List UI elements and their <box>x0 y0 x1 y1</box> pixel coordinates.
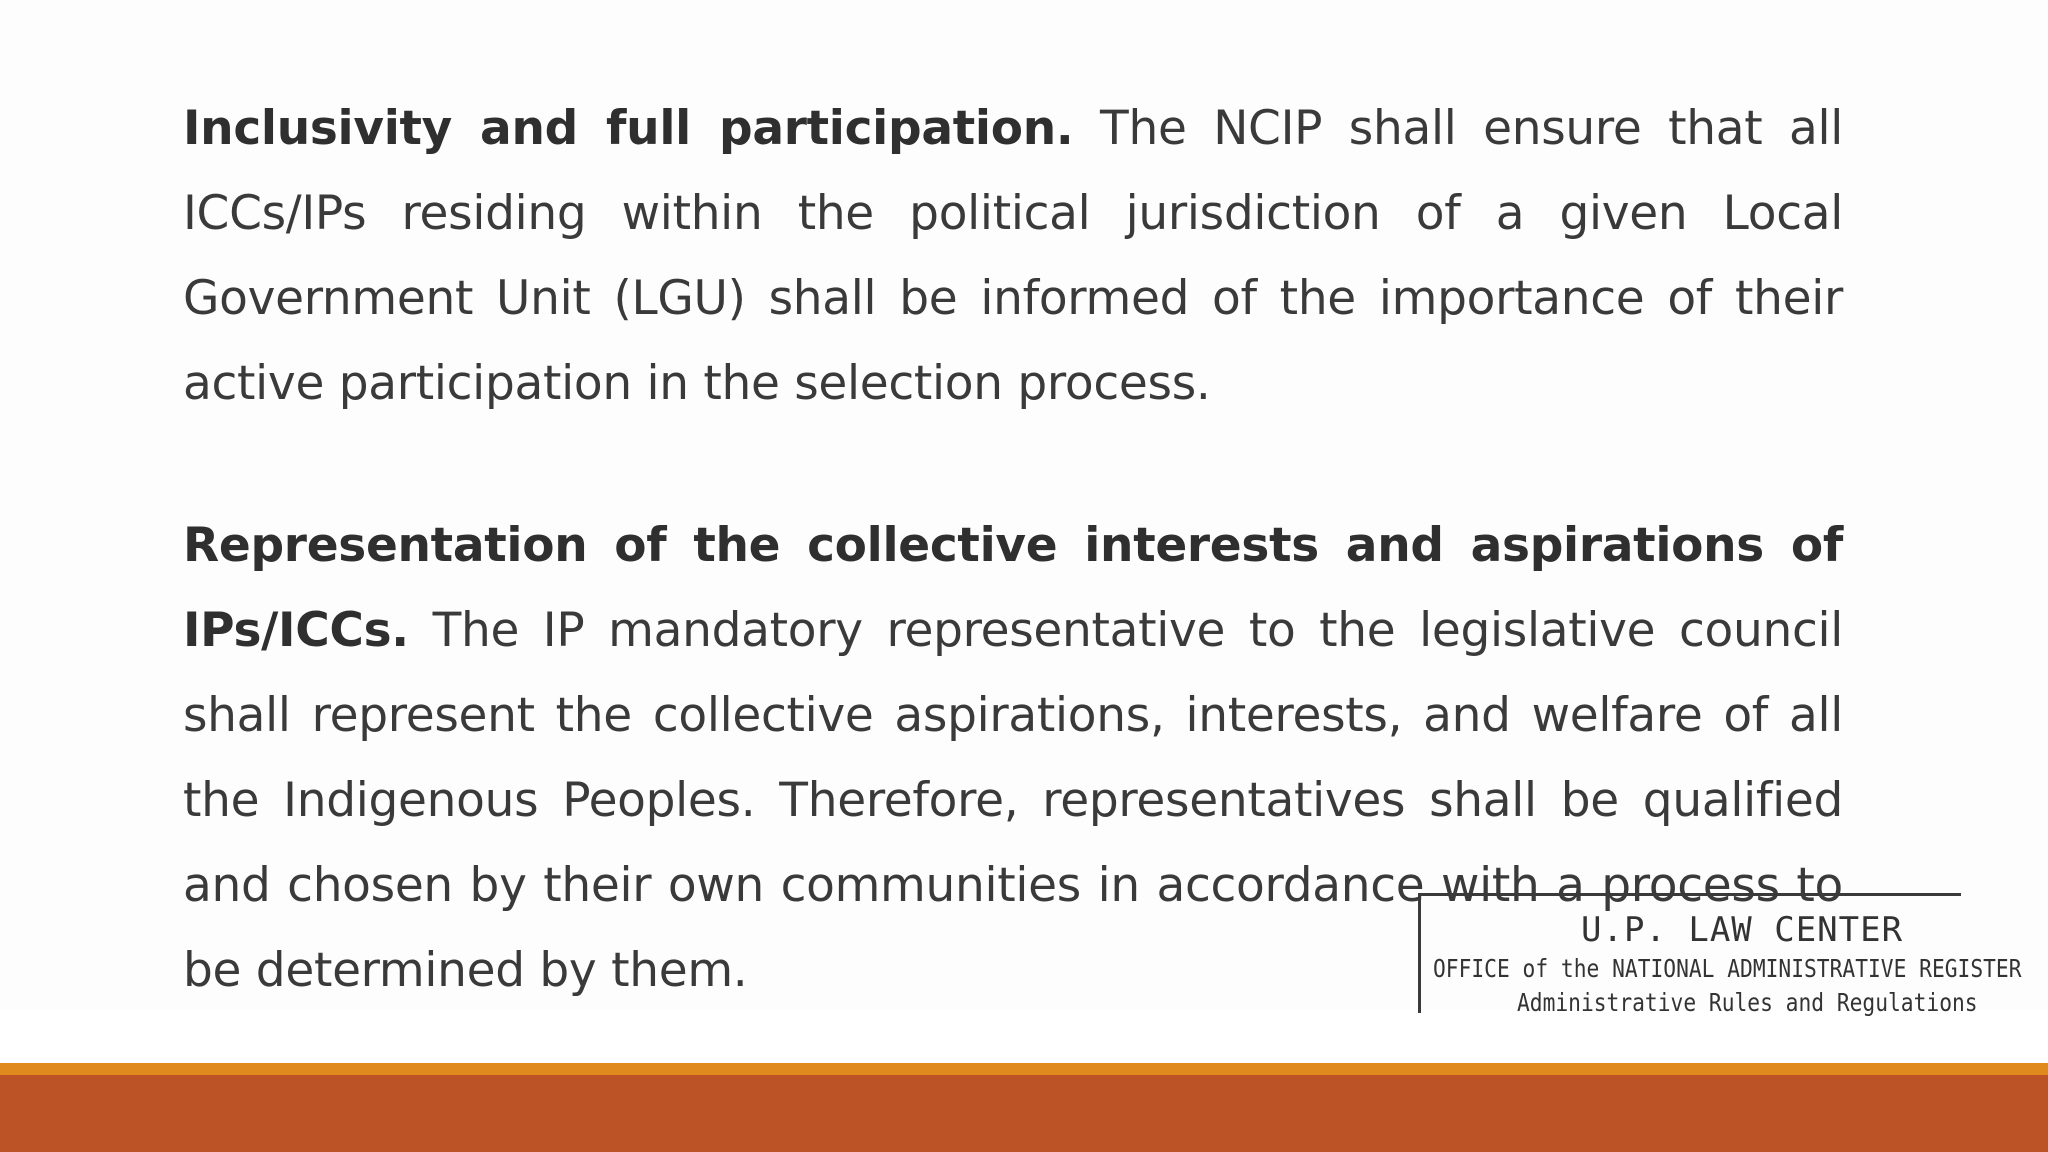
footer-bar <box>0 1075 2048 1152</box>
footer-accent-stripe <box>0 1063 2048 1075</box>
paragraph-lead: Representation of the collective interests and aspirations of IPs/ICCs. <box>183 518 1843 658</box>
paragraph-body: The NCIP shall ensure that all ICCs/IPs residing within the political jurisdiction of a given Local Government Unit (LGU) shall be informed of the importance of their active participation in the selection process. <box>183 101 1843 411</box>
stamp-subtitle: Administrative Rules and Regulations <box>1517 988 1978 1017</box>
paragraph-lead: Inclusivity and full participation. <box>183 101 1074 156</box>
paragraph-inclusivity <box>183 86 1843 426</box>
stamp-title: U.P. LAW CENTER <box>1581 910 1904 950</box>
paragraph-body: The IP mandatory representative to the legislative council shall represent the collective aspirations, interests, and welfare of all the Indigenous Peoples. Therefore, representatives shall be qualified and chosen by their own communities in accordance with a process to be determined by them. <box>183 603 1843 998</box>
stamp-office: OFFICE of the NATIONAL ADMINISTRATIVE REGISTER <box>1433 954 2022 983</box>
law-center-stamp <box>1418 893 2022 1017</box>
